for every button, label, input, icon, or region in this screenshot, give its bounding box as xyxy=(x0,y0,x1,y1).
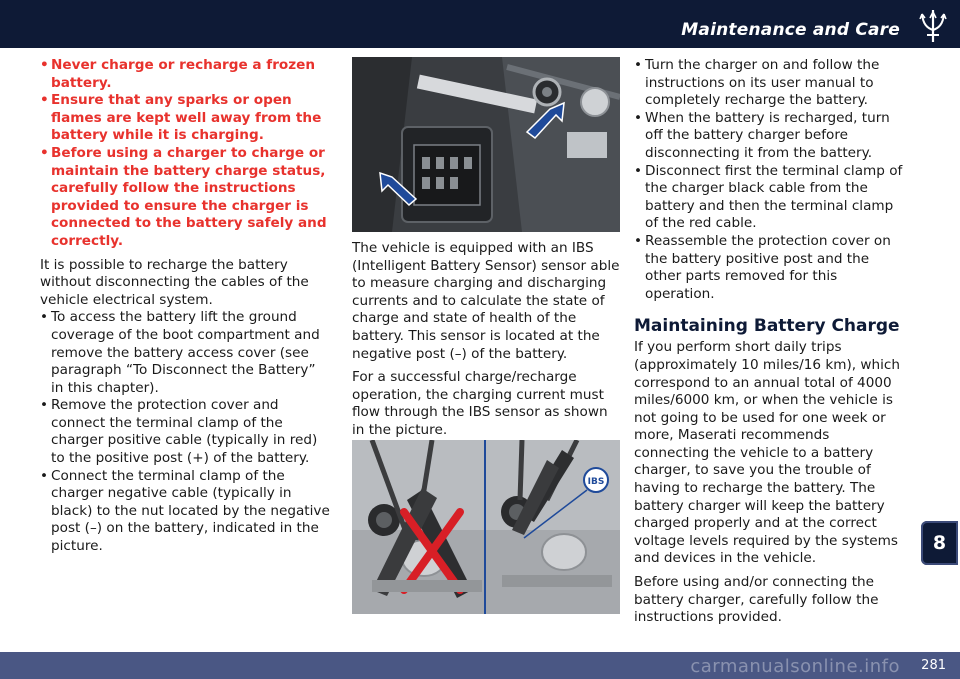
step-item: • Remove the protection cover and connect the terminal clamp of the charger positive cable (typically in red) to the positive post (+) of the battery. xyxy=(40,397,330,467)
step-item: • To access the battery lift the ground coverage of the boot compartment and remove the battery access cover (see paragraph “To Disconnect the Battery” in this chapter). xyxy=(40,309,330,397)
trident-logo-icon xyxy=(918,8,948,44)
step-item: • When the battery is recharged, turn off the battery charger before disconnecting it from the battery. xyxy=(634,110,904,163)
charge-current-paragraph: For a successful charge/recharge operation, the charging current must flow through the IBS sensor as shown in the picture. xyxy=(352,369,608,438)
section-heading: Maintaining Battery Charge xyxy=(634,316,900,337)
column-middle xyxy=(352,57,620,440)
step-list xyxy=(40,309,330,555)
warning-item: • Ensure that any sparks or open flames are kept well away from the battery while it is charging. xyxy=(40,92,330,145)
ibs-paragraph: The vehicle is equipped with an IBS (Intelligent Battery Sensor) sensor able to measure charging and discharging currents and to calculate the state of charge and state of health of the battery. This sensor is located at the negative post (–) of the battery. xyxy=(352,240,620,362)
warning-item: • Before using a charger to charge or maintain the battery charge status, carefully follow the instructions provided to ensure the charger is connected to the battery safely and correctly. xyxy=(40,145,330,251)
ibs-connection-illustration xyxy=(352,440,620,614)
step-item: • Connect the terminal clamp of the charger negative cable (typically in black) to the nut located by the negative post (–) on the battery, indicated in the picture. xyxy=(40,468,330,556)
ibs-label: IBS xyxy=(587,477,605,487)
charging-step-list xyxy=(634,57,904,303)
chapter-tab[interactable]: 8 xyxy=(921,521,958,565)
ibs-connection-figure xyxy=(352,440,620,614)
column-right xyxy=(634,57,904,627)
step-item: • Disconnect first the terminal clamp of the charger black cable from the battery and then the terminal clamp of the red cable. xyxy=(634,163,904,233)
section-title: Maintenance and Care xyxy=(681,20,900,40)
column-left xyxy=(40,57,330,556)
page-header xyxy=(0,0,960,48)
watermark: carmanualsonline.info xyxy=(690,656,900,677)
maintenance-paragraph: If you perform short daily trips (approximately 10 miles/16 km), which correspond to an annual total of 4000 miles/6000 km, or when the vehicle is not going to be used for one week or more, Maserati recommends connecting the vehicle to a battery charger, to save you the trouble of having to recharge the battery. The battery charger will keep the battery charged properly and at the correct voltage levels required by the systems and devices in the vehicle. xyxy=(634,339,901,567)
intro-paragraph: It is possible to recharge the battery without disconnecting the cables of the vehicle electrical system. xyxy=(40,256,309,308)
step-item: • Reassemble the protection cover on the battery positive post and the other parts removed for this operation. xyxy=(634,233,904,303)
page-footer xyxy=(0,652,960,679)
warning-list xyxy=(40,57,330,251)
instructions-paragraph: Before using and/or connecting the battery charger, carefully follow the instructions provided. xyxy=(634,574,879,626)
step-item: • Turn the charger on and follow the instructions on its user manual to completely recharge the battery. xyxy=(634,57,904,110)
battery-compartment-illustration xyxy=(352,57,620,232)
page-number: 281 xyxy=(921,658,946,673)
warning-item: • Never charge or recharge a frozen battery. xyxy=(40,57,330,92)
battery-compartment-figure xyxy=(352,57,620,232)
